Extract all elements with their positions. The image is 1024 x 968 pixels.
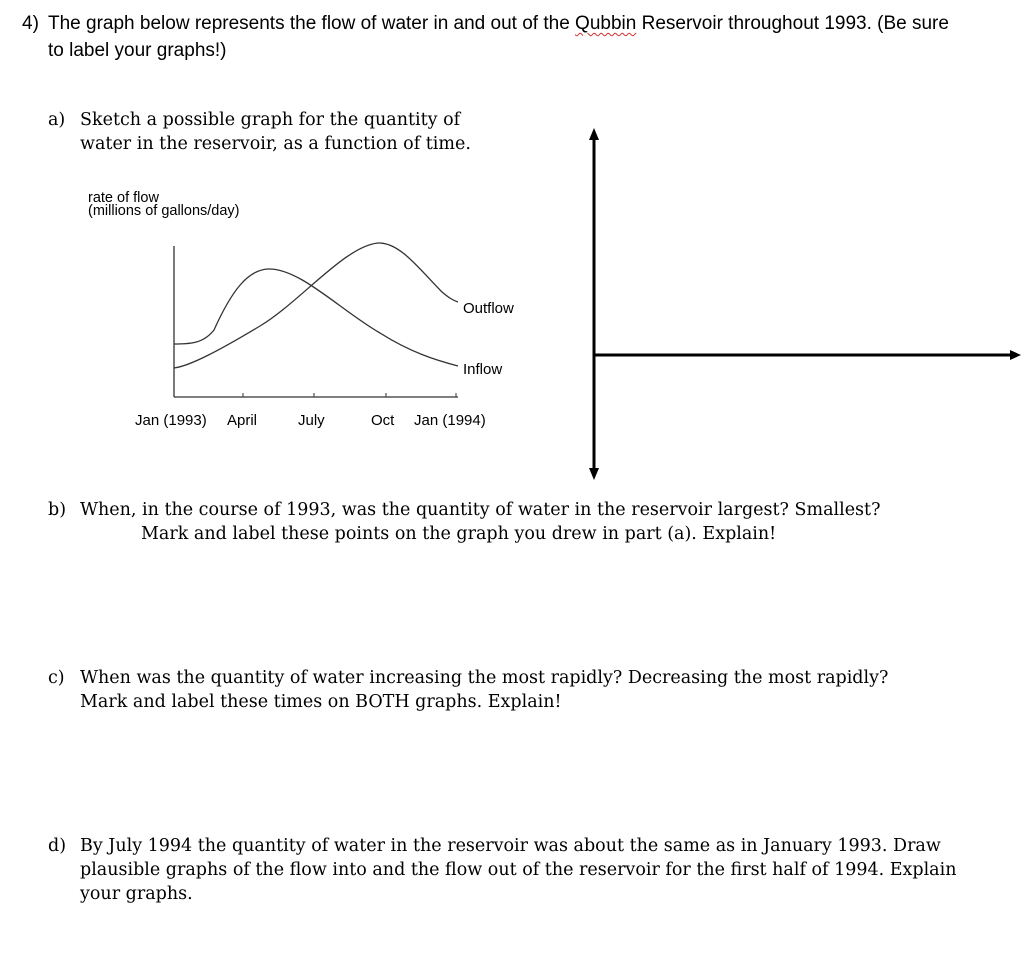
outflow-label: Outflow <box>463 300 514 317</box>
x-tick-label: July <box>298 412 325 429</box>
part-c <box>48 666 988 714</box>
part-a-label: a) <box>48 110 66 130</box>
outflow-curve <box>174 243 458 368</box>
part-a-line2: water in the reservoir, as a function of time. <box>80 134 471 154</box>
part-b-label: b) <box>48 500 67 520</box>
answer-axes <box>589 128 1021 480</box>
intro-text-pre: The graph below represents the flow of water in and out of the <box>48 13 576 34</box>
x-tick-label: Jan (1994) <box>414 412 486 429</box>
inflow-curve <box>174 269 458 366</box>
part-b <box>48 498 988 546</box>
inflow-label: Inflow <box>463 361 503 378</box>
part-b-line1: When, in the course of 1993, was the quantity of water in the reservoir largest? Smallest? <box>80 500 881 520</box>
intro-text-line2: to label your graphs!) <box>48 40 227 61</box>
ylabel-line2: (millions of gallons/day) <box>88 203 240 219</box>
answer-y-arrow-up <box>589 128 599 140</box>
part-d-line3: your graphs. <box>80 884 193 904</box>
part-d <box>48 834 988 906</box>
part-a-line1: Sketch a possible graph for the quantity of <box>80 110 461 130</box>
intro-text-post: Reservoir throughout 1993. (Be sure <box>636 13 949 34</box>
ylabel-line1: rate of flow <box>88 190 159 206</box>
answer-x-arrow-right <box>1010 350 1021 360</box>
part-d-line2: plausible graphs of the flow into and the flow out of the reservoir for the first half of 1994. Explain <box>80 860 957 880</box>
question-number: 4) <box>22 13 39 34</box>
part-d-line1: By July 1994 the quantity of water in the reservoir was about the same as in January 1993. Draw <box>80 836 941 856</box>
answer-y-arrow-down <box>589 468 599 480</box>
part-d-label: d) <box>48 836 67 856</box>
part-b-line2: Mark and label these points on the graph you drew in part (a). Explain! <box>141 524 777 544</box>
reservoir-name: Qubbin <box>575 13 637 34</box>
part-c-label: c) <box>48 668 65 688</box>
part-c-line1: When was the quantity of water increasing the most rapidly? Decreasing the most rapidly? <box>80 668 889 688</box>
part-c-line2: Mark and label these times on BOTH graphs. Explain! <box>80 692 562 712</box>
x-tick-label: April <box>227 412 258 429</box>
x-tick-label: Jan (1993) <box>135 412 207 429</box>
x-tick-label: Oct <box>371 412 395 429</box>
